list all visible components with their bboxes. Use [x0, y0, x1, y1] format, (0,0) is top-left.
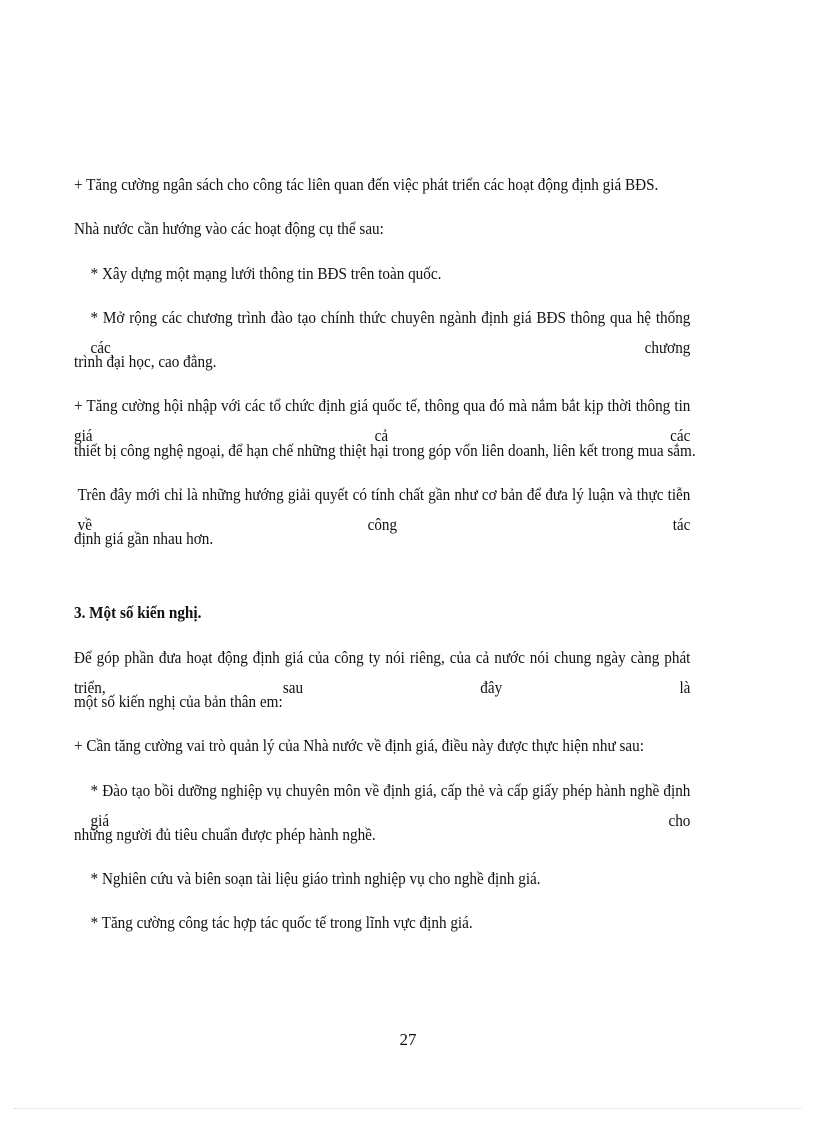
paragraph-line: Để góp phần đưa hoạt động định giá của công ty nói riêng, của cả nước nói chung ngày càng phát triển, sau đây là [74, 647, 691, 697]
bullet-line: * Đào tạo bồi dưỡng nghiệp vụ chuyên môn về định giá, cấp thẻ và cấp giấy phép hành nghề định giá cho [90, 780, 691, 830]
bullet-line: * Mở rộng các chương trình đào tạo chính thức chuyên ngành định giá BĐS thông qua hệ thống các chương [90, 307, 691, 357]
paragraph-line: những người đủ tiêu chuẩn được phép hành nghề. [74, 824, 376, 844]
page-bottom-divider [14, 1108, 802, 1109]
paragraph-line: một số kiến nghị của bản thân em: [74, 691, 283, 711]
paragraph-line: Trên đây mới chỉ là những hướng giải quyết có tính chất gần như cơ bản để đưa lý luận và thực tiễn về công tác [77, 485, 691, 535]
paragraph-line: + Cần tăng cường vai trò quản lý của Nhà nước về định giá, điều này được thực hiện như sau: [74, 736, 644, 756]
bullet-line: * Tăng cường công tác hợp tác quốc tế trong lĩnh vực định giá. [90, 913, 473, 933]
bullet-line: * Nghiên cứu và biên soạn tài liệu giáo trình nghiệp vụ cho nghề định giá. [90, 869, 541, 889]
page-number: 27 [399, 1030, 417, 1049]
paragraph-line: + Tăng cường hội nhập với các tổ chức định giá quốc tế, thông qua đó mà nắm bắt kịp thời thông tin giá cả các [74, 396, 691, 446]
paragraph-line: + Tăng cường ngân sách cho công tác liên quan đến việc phát triển các hoạt động định giá BĐS. [74, 175, 659, 194]
paragraph-line: định giá gần nhau hơn. [74, 529, 214, 549]
paragraph-line: Nhà nước cần hướng vào các hoạt động cụ thể sau: [74, 219, 384, 239]
paragraph-line: trình đại học, cao đẳng. [74, 352, 217, 372]
bullet-line: * Xây dựng một mạng lưới thông tin BĐS trên toàn quốc. [90, 263, 442, 283]
section-heading: 3. Một số kiến nghị. [74, 603, 202, 623]
paragraph-line: thiết bị công nghệ ngoại, để hạn chế những thiệt hại trong góp vốn liên doanh, liên kết trong mua sắm. [74, 440, 696, 460]
document-body [74, 170, 744, 953]
